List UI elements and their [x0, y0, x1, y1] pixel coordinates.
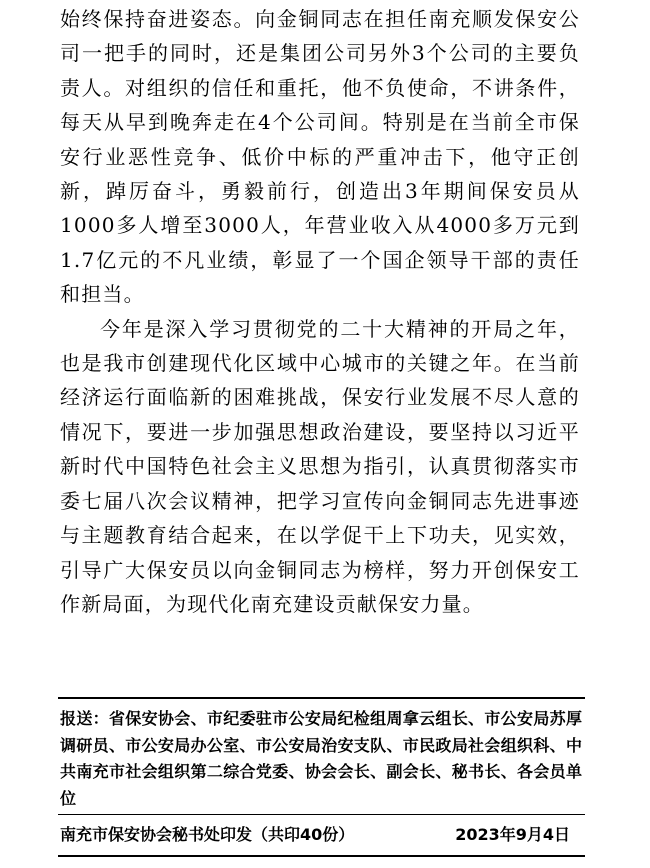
paragraph-1: 始终保持奋进姿态。向金铜同志在担任南充顺发保安公司一把手的同时，还是集团公司另外3个公司的主要负责人。对组织的信任和重托，他不负使命，不讲条件，每天从早到晚奔走在4个公司间。特别是在当前全市保安行业恶性竞争、低价中标的严重冲击下，他守正创新，踔厉奋斗，勇毅前行，创造出3年期间保安员从1000多人增至3000人，年营业收入从4000多万元到1.7亿元的不凡业绩，彰显了一个国企领导干部的责任和担当。: [60, 7, 580, 307]
issuer-text: 南充市保安协会秘书处印发（共印40份）: [60, 825, 355, 844]
paragraph-2: 今年是深入学习贯彻党的二十大精神的开局之年，也是我市创建现代化区域中心城市的关键之年。在当前经济运行面临新的困难挑战，保安行业发展不尽人意的情况下，要进一步加强思想政治建设，要坚持以习近平新时代中国特色社会主义思想为指引，认真贯彻落实市委七届八次会议精神，把学习宣传向金铜同志先进事迹与主题教育结合起来，在以学促干上下功夫，见实效，引导广大保安员以向金铜同志为榜样，努力开创保安工作新局面，为现代化南充建设贡献保安力量。: [60, 316, 580, 616]
distribution-top-rule: [58, 697, 585, 699]
issue-date: 2023年9月4日: [455, 825, 570, 844]
print-footer: [60, 821, 580, 849]
distribution-bottom-rule: [58, 814, 585, 815]
body-text: [60, 2, 580, 621]
footer-bottom-rule: [58, 855, 585, 857]
distribution-list: 报送：省保安协会、市纪委驻市公安局纪检组周拿云组长、市公安局苏厚调研员、市公安局办公室、市公安局治安支队、市民政局社会组织科、中共南充市社会组织第二综合党委、协会会长、副会长、秘书长、各会员单位: [60, 709, 582, 808]
